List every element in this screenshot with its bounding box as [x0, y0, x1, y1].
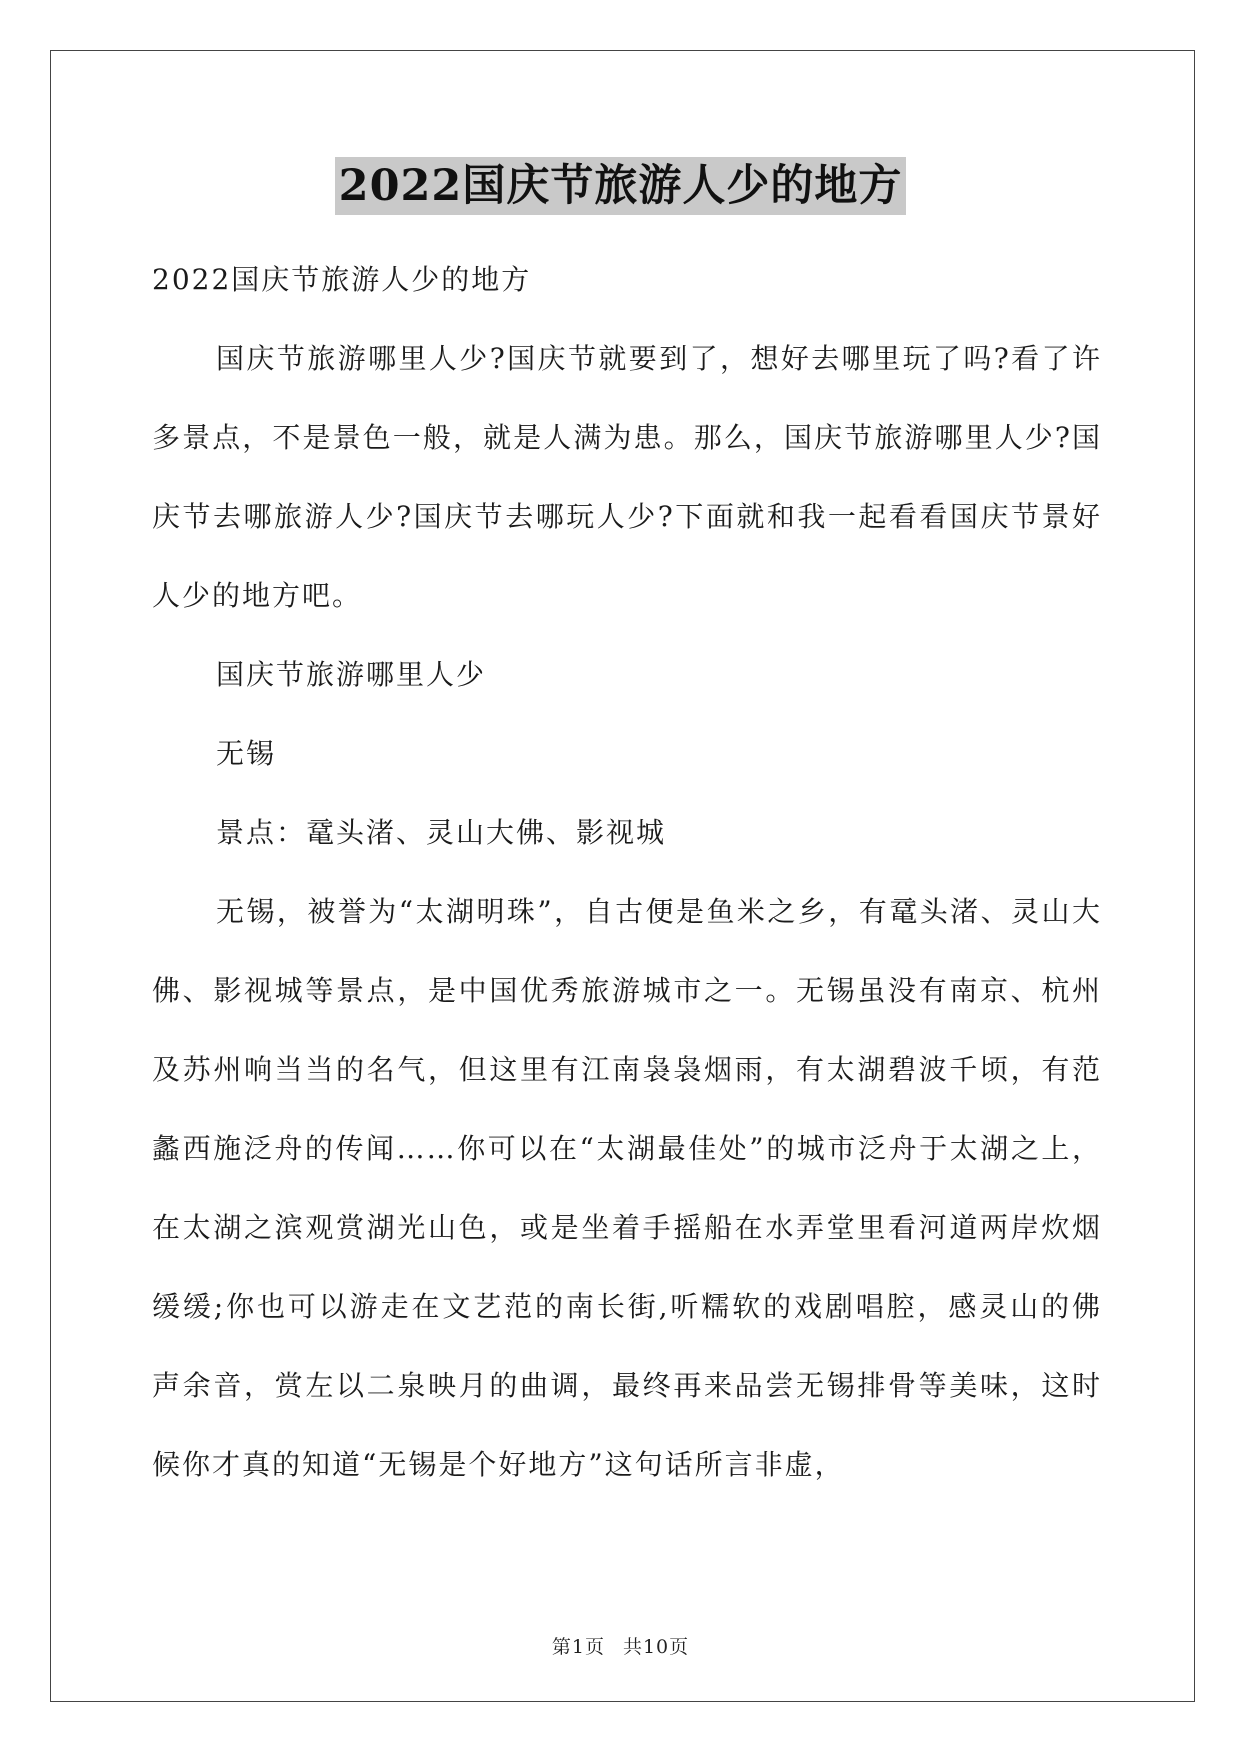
paragraph-city-name: 无锡 [216, 737, 277, 770]
paragraph-description: 无锡，被誉为“太湖明珠”，自古便是鱼米之乡，有鼋头渚、灵山大佛、影视城等景点，是中国优秀旅游城市之一。无锡虽没有南京、杭州及苏州响当当的名气，但这里有江南袅袅烟雨，有太湖碧波千顷，有范蠡西施泛舟的传闻……你可以在“太湖最佳处”的城市泛舟于太湖之上，在太湖之滨观赏湖光山色，或是坐着手摇船在水弄堂里看河道两岸炊烟缓缓;你也可以游走在文艺范的南长街,听糯软的戏剧唱腔，感灵山的佛声余音，赏左以二泉映月的曲调，最终再来品尝无锡排骨等美味，这时候你才真的知道“无锡是个好地方”这句话所言非虚， [152, 895, 1102, 1481]
document-body [152, 240, 1102, 1504]
paragraph-intro: 国庆节旅游哪里人少?国庆节就要到了，想好去哪里玩了吗?看了许多景点，不是景色一般，就是人满为患。那么，国庆节旅游哪里人少?国庆节去哪旅游人少?国庆节去哪玩人少?下面就和我一起看看国庆节景好人少的地方吧。 [152, 342, 1102, 612]
paragraph-attractions: 景点：鼋头渚、灵山大佛、影视城 [216, 816, 667, 849]
page-total: 共10页 [622, 1636, 690, 1658]
paragraph-heading: 2022国庆节旅游人少的地方 [152, 263, 532, 296]
page-footer [0, 1632, 1241, 1659]
page-number: 第1页 [551, 1636, 605, 1658]
title-container [0, 157, 1241, 215]
document-title: 2022国庆节旅游人少的地方 [335, 157, 907, 215]
paragraph-section-heading: 国庆节旅游哪里人少 [216, 658, 487, 691]
